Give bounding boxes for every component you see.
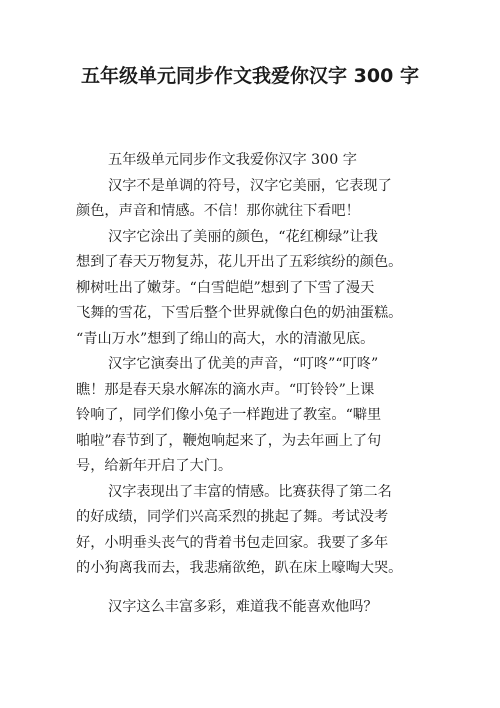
paragraph-line: 好，小明垂头丧气的背着书包走回家。我要了多年 [76,534,389,551]
paragraph-line: 汉字它演奏出了优美的声音，“叮咚”“叮咚” [108,356,379,372]
paragraph-line: 颜色，声音和情感。不信！那你就往下看吧！ [76,203,360,219]
paragraph-line: 柳树吐出了嫩芽。“白雪皑皑”想到了下雪了漫天 [76,279,375,296]
closing-line: 汉字这么丰富多彩，难道我不能喜欢他吗？ [108,598,378,615]
paragraph-line: 的小狗离我而去，我悲痛欲绝，趴在床上嚎啕大哭。 [76,560,403,576]
paragraph-line: 想到了春天万物复苏，花儿开出了五彩缤纷的颜色。 [76,254,403,270]
subtitle-line: 五年级单元同步作文我爱你汉字 300 字 [108,152,357,168]
document-title: 五年级单元同步作文我爱你汉字 300 字 [81,65,419,87]
paragraph-line: “青山万水”想到了绵山的高大，水的清澈见底。 [76,330,375,347]
paragraph-line: 汉字它涂出了美丽的颜色，“花红柳绿”让我 [108,228,378,245]
paragraph-line: 飞舞的雪花，下雪后整个世界就像白色的奶油蛋糕。 [76,305,403,321]
paragraph-line: 的好成绩，同学们兴高采烈的挑起了舞。考试没考 [76,509,389,525]
paragraph-line: 瞧！那是春天泉水解冻的滴水声。“叮铃铃”上课 [76,381,375,398]
paragraph-line: 号，给新年开启了大门。 [76,458,233,474]
paragraph-gap [76,582,426,595]
paragraph-line: 铃响了，同学们像小兔子一样跑进了教室。“噼里 [76,407,382,423]
paragraph-line: 啪啦”春节到了，鞭炮响起来了，为去年画上了句 [76,432,382,449]
paragraph-line: 汉字表现出了丰富的情感。比赛获得了第二名 [108,483,392,500]
document-body [76,148,426,620]
paragraph-line: 汉字不是单调的符号，汉字它美丽，它表现了 [108,177,392,194]
